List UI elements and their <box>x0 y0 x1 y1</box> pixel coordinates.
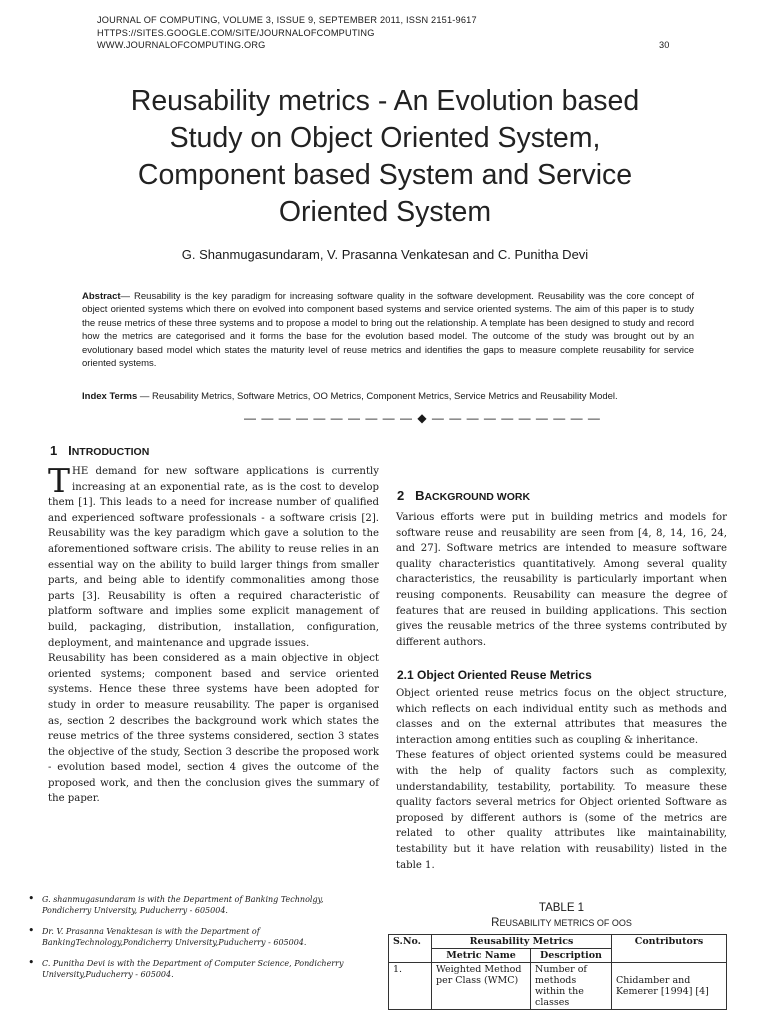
reusability-metrics-table <box>388 934 727 1010</box>
journal-header-line2: HTTPS://SITES.GOOGLE.COM/SITE/JOURNALOFCOMPUTING <box>97 27 375 38</box>
footnotes <box>28 894 373 990</box>
index-terms <box>82 391 694 402</box>
journal-header <box>97 14 477 52</box>
intro-paragraph-2: Reusability has been considered as a main objective in object oriented systems; component based and service oriented systems. Hence these three systems have been adopted for study in order to measure reusability. The paper is organised as, section 2 describes the background work which states the reuse metrics of the three systems considered, section 3 states the objective of the study, Section 3 describe the proposed work - evolution based model, section 4 gives the outcome of the proposed work, and then the conclusion gives the summary of the paper. <box>48 653 379 805</box>
header-metric-name: Metric Name <box>432 949 531 963</box>
section1-body <box>48 461 379 807</box>
section-separator: — — — — — — — — — — ◆ — — — — — — — — — — <box>244 411 601 425</box>
footnote-item: • Dr. V. Prasanna Venaktesan is with the Department of BankingTechnology,Pondicherry University,Puducherry - 605004. <box>28 926 373 948</box>
section2-title-first: B <box>415 488 425 503</box>
header-reusability-metrics: Reusability Metrics <box>432 935 612 949</box>
table-caption-first: R <box>491 917 500 929</box>
cell-sno: 1. <box>389 963 432 1010</box>
section1-title-rest: NTRODUCTION <box>71 446 150 458</box>
dropcap-letter: T <box>48 461 71 500</box>
intro-paragraph-1-text: HE demand for new software applications is currently increasing at an exponential rate, as is the cost to develop them [1]. This leads to a need for increase number of qualified and experienced software professionals - a software crisis [2]. Reusability was the key paradigm which gave a solution to the aforementioned software crisis. The ability to reuse relies in an essential way on the ability to build larger things from smaller parts, and being able to identify commonalities among those parts [3]. Reusability is often a required characteristic of platform software and implies some explicit management of build, packaging, distribution, installation, configuration, deployment, and maintenance and upgrade issues. <box>48 466 379 649</box>
cell-description: Number of methods within the classes <box>531 963 612 1010</box>
header-sno: S.No. <box>389 935 432 963</box>
section21-heading: 2.1 Object Oriented Reuse Metrics <box>397 668 592 682</box>
authors: G. Shanmugasundaram, V. Prasanna Venkatesan and C. Punitha Devi <box>181 247 589 262</box>
index-terms-text: — Reusability Metrics, Software Metrics, OO Metrics, Component Metrics, Service Metrics and Reusability Model. <box>137 391 618 402</box>
table-label: TABLE 1 <box>538 902 585 914</box>
footnote-item: • C. Punitha Devi is with the Department of Computer Science, Pondicherry University,Puducherry - 605004. <box>28 958 373 980</box>
section1-title-first: I <box>68 443 72 458</box>
paper-title <box>40 83 730 231</box>
table-caption <box>396 917 727 929</box>
table-row <box>389 963 727 1010</box>
cell-metric-name: Weighted Method per Class (WMC) <box>432 963 531 1010</box>
section1-number: 1 <box>50 443 58 458</box>
header-contributors: Contributors <box>612 935 727 963</box>
oo-paragraph-2: These features of object oriented systems could be measured with the help of quality factors such as complexity, understandability, testability, portability. To measure these quality factors several metrics for Object oriented Software as proposed by different authors is (some of the metrics are related to other quality attributes like maintainability, testability but it have relation with reusability) listed in the table 1. <box>396 750 727 871</box>
section21-body <box>396 686 727 873</box>
abstract <box>82 290 694 370</box>
section1-heading <box>50 443 149 458</box>
index-terms-label: Index Terms <box>82 391 138 402</box>
section2-body <box>396 510 727 650</box>
intro-paragraph-1 <box>48 461 379 651</box>
section2-heading <box>397 488 530 503</box>
title-line1: Reusability metrics - An Evolution based <box>130 85 640 117</box>
cell-contributors: Chidamber and Kemerer [1994] [4] <box>612 963 727 1010</box>
section2-title-rest: ACKGROUND WORK <box>424 491 531 503</box>
oo-paragraph-1: Object oriented reuse metrics focus on the object structure, which reflects on each individual entity such as methods and classes and on the external attributes that measures the interaction among entities such as coupling & inheritance. <box>396 688 727 746</box>
abstract-label: Abstract <box>82 291 121 302</box>
footnote-item: • G. shanmugasundaram is with the Department of Banking Technolgy, Pondicherry University, Puducherry - 605004. <box>28 894 373 916</box>
title-line3: Component based System and Service <box>137 159 633 191</box>
title-line4: Oriented System <box>278 196 492 228</box>
table-caption-rest: EUSABILITY METRICS OF OOS <box>499 918 632 928</box>
background-paragraph: Various efforts were put in building metrics and models for software reuse and reusability are seen from [4, 8, 14, 16, 24, and 27]. Software metrics are intended to measure software quality characteristics quantitatively. Among several quality characteristics, the reusability is particularly important when reusing components. Reusability can measure the degree of features that are reused in building applications. This section gives the reusable metrics of the three systems contributed by different authors. <box>396 512 727 648</box>
footnote-rule <box>48 880 178 881</box>
table-header-row <box>389 935 727 949</box>
header-description: Description <box>531 949 612 963</box>
journal-header-line1: JOURNAL OF COMPUTING, VOLUME 3, ISSUE 9, SEPTEMBER 2011, ISSN 2151-9617 <box>97 15 477 25</box>
section2-number: 2 <box>397 488 405 503</box>
page-number: 30 <box>659 40 670 50</box>
title-line2: Study on Object Oriented System, <box>169 122 601 154</box>
abstract-text: — Reusability is the key paradigm for increasing software quality in the software development. Reusability was the core concept of object oriented systems which there on evolved into component based systems and service oriented systems. The aim of this paper is to study the reuse metrics of these three systems and to propose a model to bring out the relationship. A template has been designed to study and record how the metrics are categorised and it forms the base for the evolution based model. The outcome of the study was brought out by an evolutionary based model which states the maturity level of reuse metrics and identifies the gaps to measure complete reusability for service oriented systems. <box>82 291 694 370</box>
journal-header-line3: WWW.JOURNALOFCOMPUTING.ORG <box>97 40 266 50</box>
